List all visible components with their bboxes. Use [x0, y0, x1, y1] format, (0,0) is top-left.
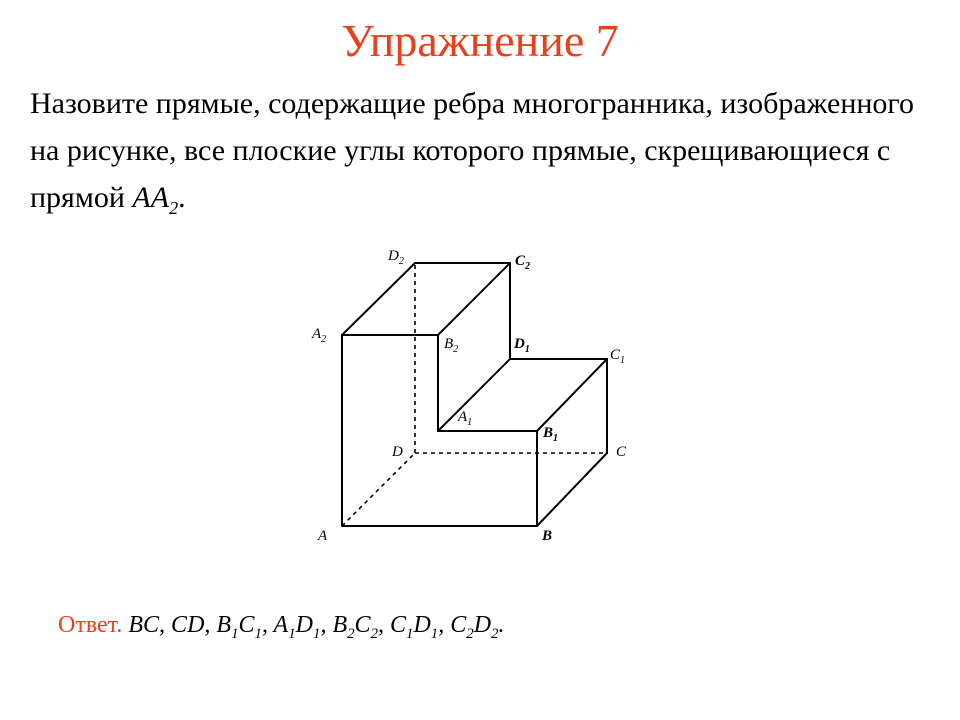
answer-item-a1d1: $A_1D_1$, — [273, 612, 333, 642]
answer-line — [58, 612, 504, 643]
polyhedron-figure — [300, 235, 660, 555]
label-A2: $A_2$ — [312, 326, 327, 345]
label-A: A — [318, 528, 328, 544]
label-D: D — [392, 444, 403, 460]
label-C2: $C_2$ — [515, 253, 531, 272]
edge-B-C — [537, 453, 607, 526]
edge-A1-D1 — [438, 359, 510, 431]
problem-text: Назовите прямые, содержащие ребра многогранника, изображенного на рисунке, все плоские углы которого прямые, скрещивающиеся с прямой — [30, 87, 914, 214]
problem-line-name: $AA_2$ — [132, 181, 179, 218]
answer-item-c2d2: $C_2D_2$. — [450, 612, 505, 642]
label-C1: $C_1$ — [610, 347, 626, 366]
answer-item-c1d1: $C_1D_1$, — [390, 612, 451, 642]
slide-title: Упражнение 7 — [341, 15, 619, 66]
polyhedron-drawing — [300, 235, 660, 555]
label-B2: $B_2$ — [444, 336, 459, 355]
problem-statement — [30, 80, 940, 232]
answer-item-bc: BC, — [128, 612, 172, 638]
label-B1: $B_1$ — [543, 425, 559, 444]
answer-item-b2c2: $B_2C_2$, — [332, 612, 390, 642]
problem-end: . — [178, 181, 186, 214]
edge-B1-C1 — [537, 359, 607, 431]
label-D2: $D_2$ — [388, 248, 404, 267]
answer-item-b1c1: $B_1C_1$, — [216, 612, 274, 642]
answer-item-cd: CD, — [171, 612, 217, 638]
hidden-edge-A-D — [342, 453, 415, 526]
label-A1: $A_1$ — [458, 409, 473, 428]
answer-label: Ответ. — [58, 612, 123, 638]
label-B: B — [542, 528, 553, 544]
answer-list — [128, 612, 505, 642]
edge-A2-D2 — [342, 263, 415, 335]
label-D1: $D_1$ — [514, 336, 530, 355]
label-C: C — [616, 444, 627, 460]
edge-B2-D1 — [438, 263, 510, 335]
